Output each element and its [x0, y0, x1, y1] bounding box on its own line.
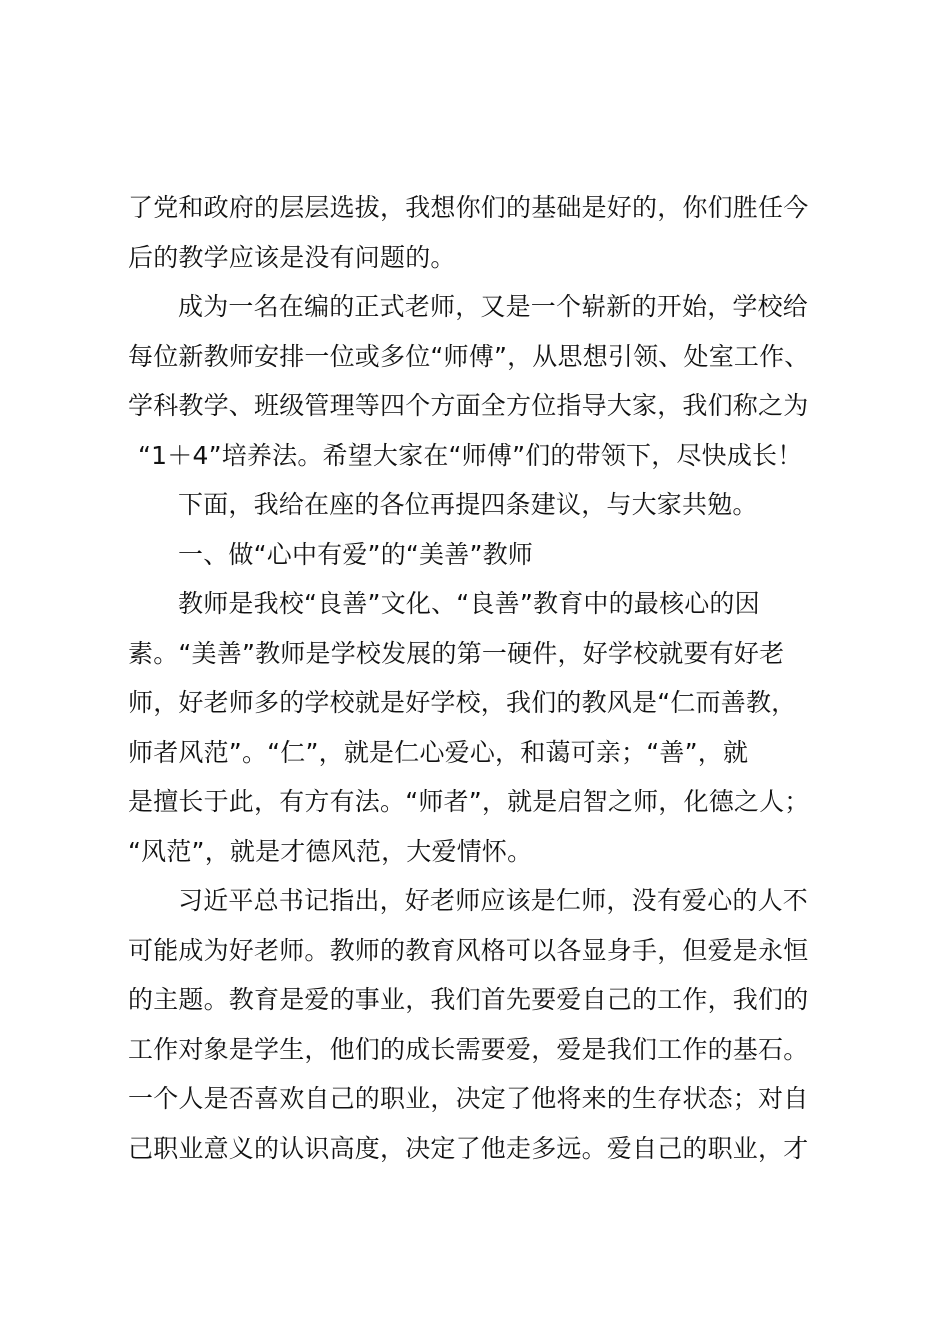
text-line: 一个人是否喜欢自己的职业，决定了他将来的生存状态；对自	[128, 1084, 809, 1113]
text-line: 素。“美善”教师是学校发展的第一硬件，好学校就要有好老	[128, 638, 785, 668]
text-line: “1＋4”培养法。希望大家在“师傅”们的带领下，尽快成长！	[138, 440, 803, 470]
text-line: 习近平总书记指出，好老师应该是仁师，没有爱心的人不	[178, 886, 809, 915]
text-line: 师，好老师多的学校就是好学校，我们的教风是“仁而善教，	[128, 688, 797, 717]
text-line: 成为一名在编的正式老师，又是一个崭新的开始，学校给	[178, 292, 809, 321]
text-line: 师者风范”。“仁”，就是仁心爱心，和蔼可亲；“善”，就	[128, 737, 749, 767]
section-heading: 一、做“心中有爱”的“美善”教师	[178, 539, 534, 569]
text-line: 了党和政府的层层选拔，我想你们的基础是好的，你们胜任今	[128, 193, 809, 222]
text-line: 的主题。教育是爱的事业，我们首先要爱自己的工作，我们的	[128, 985, 809, 1014]
text-line: 学科教学、班级管理等四个方面全方位指导大家，我们称之为	[128, 391, 809, 420]
text-line: 己职业意义的认识高度，决定了他走多远。爱自己的职业，才	[128, 1133, 809, 1163]
text-line: 后的教学应该是没有问题的。	[128, 242, 456, 272]
text-line: 工作对象是学生，他们的成长需要爱，爱是我们工作的基石。	[128, 1034, 809, 1064]
text-line: 是擅长于此，有方有法。“师者”，就是启智之师，化德之人；	[128, 787, 810, 816]
text-line: 下面，我给在座的各位再提四条建议，与大家共勉。	[178, 490, 758, 519]
text-line: 每位新教师安排一位或多位“师傅”，从思想引领、处室工作、	[128, 341, 810, 371]
text-line: “风范”，就是才德风范，大爱情怀。	[128, 836, 533, 866]
text-line: 可能成为好老师。教师的教育风格可以各显身手，但爱是永恒	[128, 935, 809, 965]
body-text	[128, 183, 858, 1173]
text-line: 教师是我校“良善”文化、“良善”教育中的最核心的因	[178, 589, 760, 618]
